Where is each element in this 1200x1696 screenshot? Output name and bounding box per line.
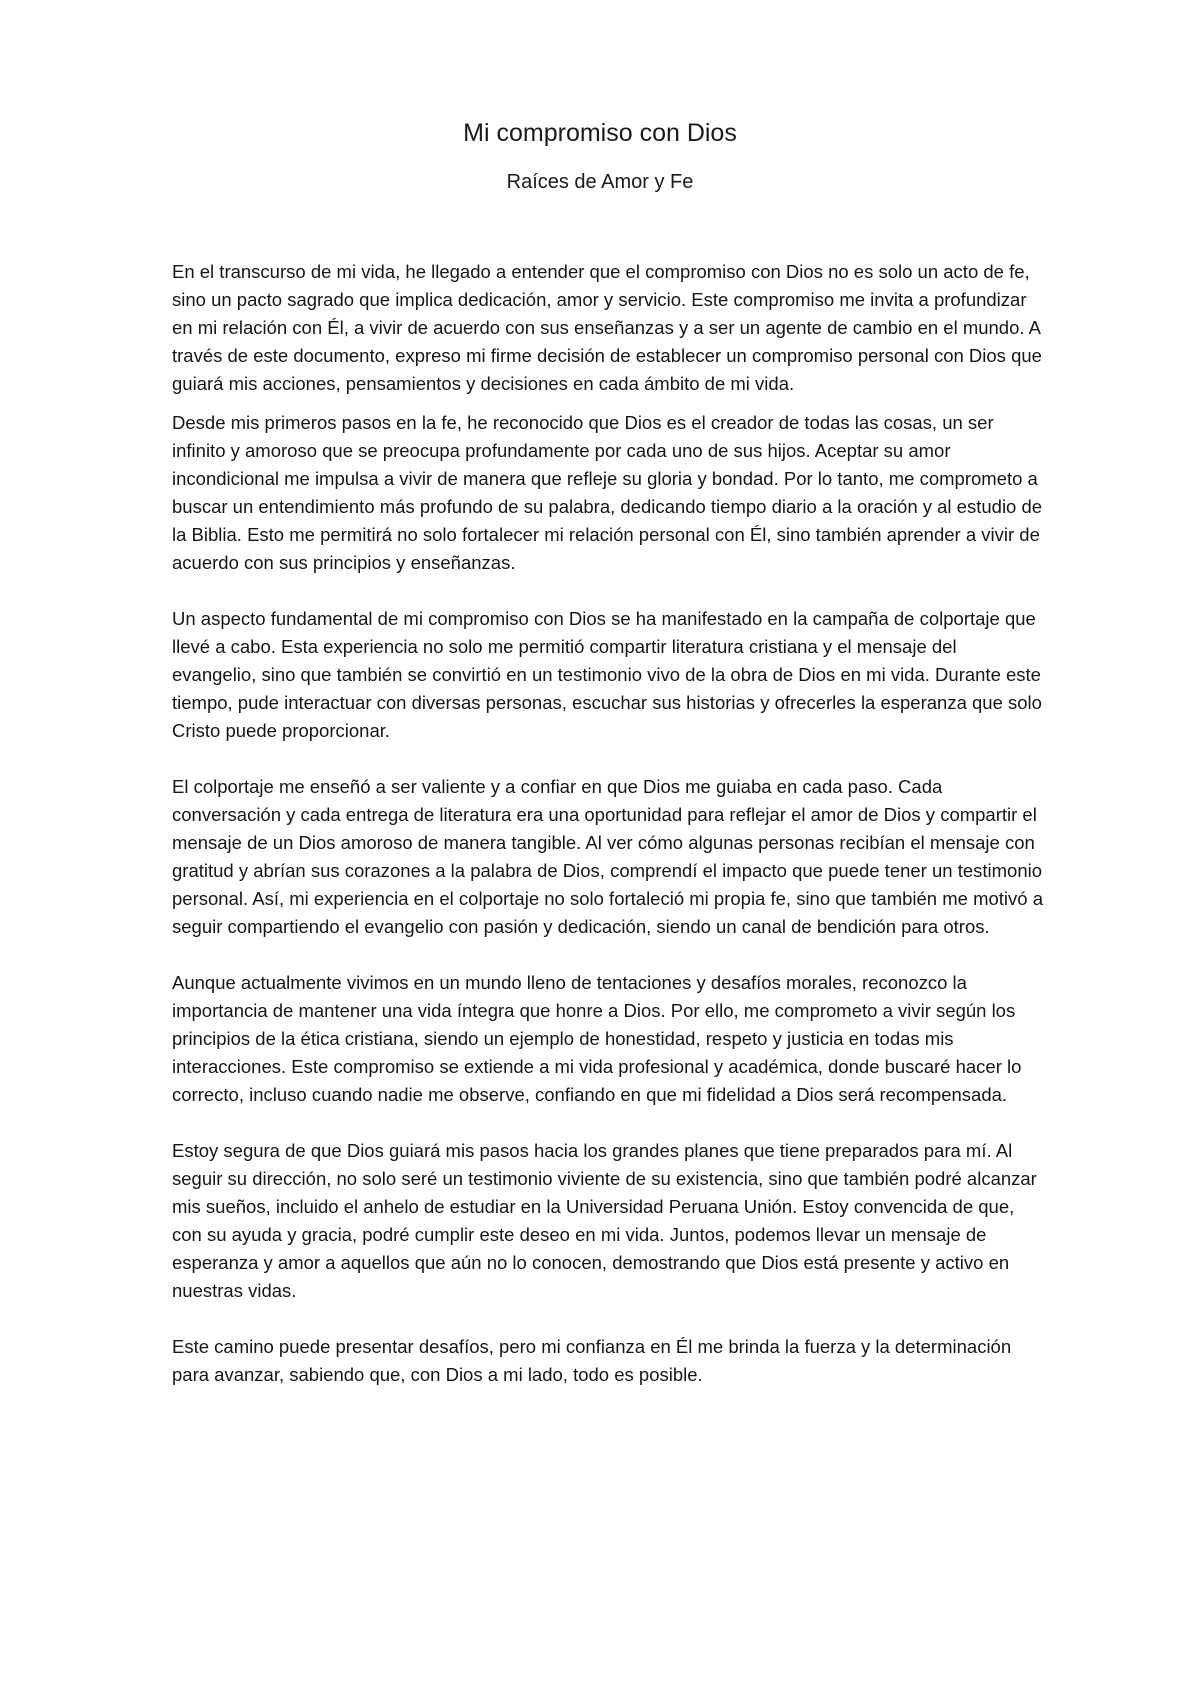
paragraph: Desde mis primeros pasos en la fe, he reconocido que Dios es el creador de todas las cosas, un ser infinito y amoroso que se preocupa profundamente por cada uno de sus hijos. Aceptar su amor incondicional me impulsa a vivir de manera que refleje su gloria y bondad. Por lo tanto, me comprometo a buscar un entendimiento más profundo de su palabra, dedicando tiempo diario a la oración y al estudio de la Biblia. Esto me permitirá no solo fortalecer mi relación personal con Él, sino también aprender a vivir de acuerdo con sus principios y enseñanzas. [172,412,1043,573]
paragraph: El colportaje me enseñó a ser valiente y a confiar en que Dios me guiaba en cada paso. Cada conversación y cada entrega de literatura era una oportunidad para reflejar el amor de Dios y compartir el mensaje de un Dios amoroso de manera tangible. Al ver cómo algunas personas recibían el mensaje con gratitud y abrían sus corazones a la palabra de Dios, comprendí el impacto que puede tener un testimonio personal. Así, mi experiencia en el colportaje no solo fortaleció mi propia fe, sino que también me motivó a seguir compartiendo el evangelio con pasión y dedicación, siendo un canal de bendición para otros. [172,776,1043,937]
paragraph: Un aspecto fundamental de mi compromiso con Dios se ha manifestado en la campaña de colportaje que llevé a cabo. Esta experiencia no solo me permitió compartir literatura cristiana y el mensaje del evangelio, sino que también se convirtió en un testimonio vivo de la obra de Dios en mi vida. Durante este tiempo, pude interactuar con diversas personas, escuchar sus historias y ofrecerles la esperanza que solo Cristo puede proporcionar. [172,608,1042,741]
document-body [172,258,1044,1389]
paragraph: Este camino puede presentar desafíos, pero mi confianza en Él me brinda la fuerza y la determinación para avanzar, sabiendo que, con Dios a mi lado, todo es posible. [172,1336,1012,1385]
paragraph: Aunque actualmente vivimos en un mundo lleno de tentaciones y desafíos morales, reconozco la importancia de mantener una vida íntegra que honre a Dios. Por ello, me comprometo a vivir según los principios de la ética cristiana, siendo un ejemplo de honestidad, respeto y justicia en todas mis interacciones. Este compromiso se extiende a mi vida profesional y académica, donde buscaré hacer lo correcto, incluso cuando nadie me observe, confiando en que mi fidelidad a Dios será recompensada. [172,972,1022,1105]
document-subtitle: Raíces de Amor y Fe [506,171,694,193]
paragraph: En el transcurso de mi vida, he llegado a entender que el compromiso con Dios no es solo un acto de fe, sino un pacto sagrado que implica dedicación, amor y servicio. Este compromiso me invita a profundizar en mi relación con Él, a vivir de acuerdo con sus enseñanzas y a ser un agente de cambio en el mundo. A través de este documento, expreso mi firme decisión de establecer un compromiso personal con Dios que guiará mis acciones, pensamientos y decisiones en cada ámbito de mi vida. [172,261,1042,394]
document-title: Mi compromiso con Dios [463,119,737,147]
paragraph: Estoy segura de que Dios guiará mis pasos hacia los grandes planes que tiene preparados para mí. Al seguir su dirección, no solo seré un testimonio viviente de su existencia, sino que también podré alcanzar mis sueños, incluido el anhelo de estudiar en la Universidad Peruana Unión. Estoy convencida de que, con su ayuda y gracia, podré cumplir este deseo en mi vida. Juntos, podemos llevar un mensaje de esperanza y amor a aquellos que aún no lo conocen, demostrando que Dios está presente y activo en nuestras vidas. [172,1140,1037,1301]
